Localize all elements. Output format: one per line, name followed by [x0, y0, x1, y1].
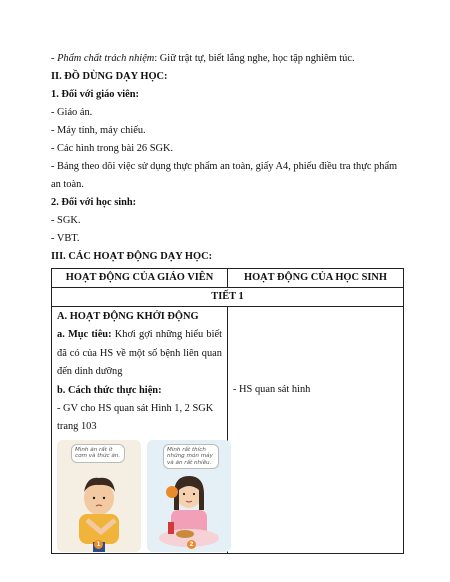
textbook-illustration — [57, 440, 233, 552]
teacher-item: - Bảng theo dõi việc sử dụng thực phẩm an toàn, giấy A4, phiếu điều tra thực phẩm an toàn. — [51, 161, 398, 190]
activities-table — [51, 268, 404, 554]
teacher-activity-cell — [52, 307, 228, 554]
goal-label: a. Mục tiêu: — [57, 329, 112, 341]
section-2-heading: II. ĐỒ DÙNG DẠY HỌC: — [51, 71, 168, 82]
student-activity-cell — [228, 307, 404, 554]
goal-paragraph — [57, 326, 222, 381]
table-row — [52, 307, 404, 554]
student-subheading: 2. Đối với học sinh: — [51, 197, 137, 208]
illustration-panel-1 — [57, 440, 141, 552]
document-page — [51, 50, 403, 554]
student-column-header: HOẠT ĐỘNG CỦA HỌC SINH — [228, 269, 404, 288]
teacher-subheading: 1. Đối với giáo viên: — [51, 89, 140, 100]
quality-line: - Phẩm chất trách nhiệm: Giữ trật tự, biết lắng nghe, học tập nghiêm túc. — [51, 53, 355, 64]
teacher-item: - Các hình trong bài 26 SGK. — [51, 143, 174, 154]
teacher-item: - Máy tính, máy chiếu. — [51, 125, 146, 136]
student-step: - HS quan sát hình — [233, 384, 311, 395]
section-3-heading: III. CÁC HOẠT ĐỘNG DẠY HỌC: — [51, 251, 213, 262]
speech-bubble-1: Mình ăn rất ít cơm và thức ăn. — [71, 444, 125, 463]
student-item: - SGK. — [51, 215, 81, 226]
illustration-panel-2 — [147, 440, 231, 552]
student-item: - VBT. — [51, 233, 80, 244]
teacher-column-header: HOẠT ĐỘNG CỦA GIÁO VIÊN — [52, 269, 228, 288]
table-header-row — [52, 269, 404, 288]
figure-number-1: 1 — [94, 540, 103, 549]
figure-number-2: 2 — [187, 540, 196, 549]
teacher-step: - GV cho HS quan sát Hình 1, 2 SGK trang 103 — [57, 403, 214, 433]
teacher-item: - Giáo án. — [51, 107, 93, 118]
method-label: b. Cách thức thực hiện: — [57, 384, 162, 396]
goal-text: Khơi gợi những hiểu biết đã có của HS về một số bệnh liên quan đến dinh dưỡng — [57, 329, 223, 378]
quality-text: : Giữ trật tự, biết lắng nghe, học tập nghiêm túc. — [154, 53, 355, 64]
speech-bubble-2: Mình rất thích những món mảy và ăn rất nhiều. — [163, 444, 219, 470]
activity-title: A. HOẠT ĐỘNG KHỞI ĐỘNG — [57, 311, 199, 322]
quality-label: Phẩm chất trách nhiệm — [57, 53, 155, 64]
period-row — [52, 288, 404, 307]
period-label: TIẾT 1 — [52, 288, 404, 307]
